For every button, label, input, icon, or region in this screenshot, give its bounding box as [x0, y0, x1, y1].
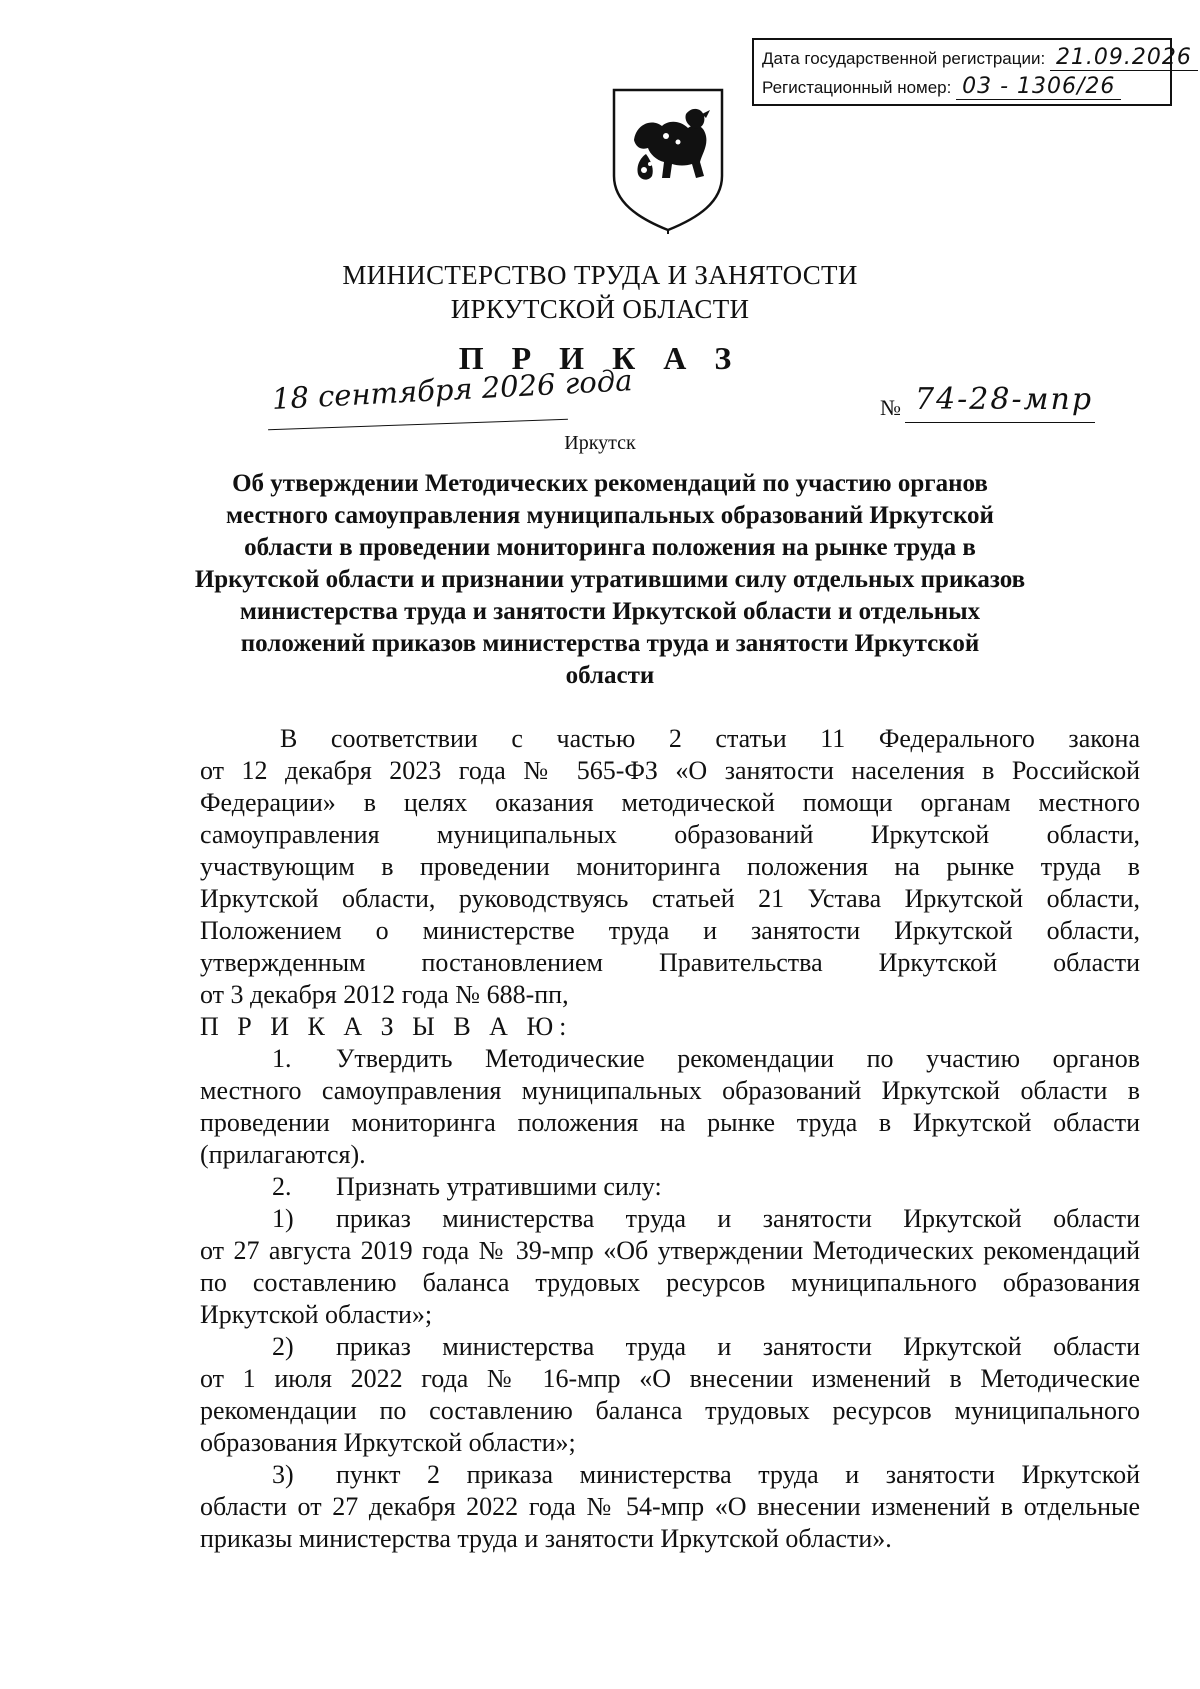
list-item: [200, 1459, 1140, 1555]
preamble-line: утвержденным постановлением Правительства Иркутской области: [200, 948, 1140, 977]
list-item: [200, 1203, 1140, 1331]
preamble-line: Федерации» в целях оказания методической помощи органам местного: [200, 788, 1140, 817]
preamble-line: от 3 декабря 2012 года № 688-пп,: [200, 980, 569, 1009]
date-underline: [268, 419, 568, 430]
list-item: [200, 1043, 1140, 1171]
heading-line: местного самоуправления муниципальных образований Иркутской: [226, 502, 994, 529]
preamble-line: Положением о министерстве труда и занятости Иркутской области,: [200, 916, 1140, 945]
heading-line: области в проведении мониторинга положения на рынке труда в: [244, 534, 976, 561]
number-underline: [905, 422, 1095, 423]
item-first-line: Утвердить Методические рекомендации по участию органов: [336, 1044, 1140, 1073]
item-first-line: приказ министерства труда и занятости Иркутской области: [336, 1204, 1140, 1233]
list-item: [200, 1331, 1140, 1459]
registration-stamp: [752, 38, 1192, 106]
heading-line: области: [565, 662, 655, 689]
item-text: от 1 июля 2022 года № 16-мпр «О внесении изменений в Методические рекомендации по составлению баланса трудовых ресурсов муниципального образования Иркутской области»;: [200, 1364, 1140, 1457]
item-text: области от 27 декабря 2022 года № 54-мпр «О внесении изменений в отдельные приказы министерства труда и занятости Иркутской области».: [200, 1492, 1140, 1553]
number-sign: №: [880, 395, 901, 420]
registration-date-row: [762, 44, 1192, 73]
item-number: 3): [272, 1460, 294, 1489]
order-heading: [150, 468, 1070, 692]
item-text: местного самоуправления муниципальных образований Иркутской области в проведении мониторинга положения на рынке труда в Иркутской области (прилагаются).: [200, 1076, 1140, 1169]
item-first-line: приказ министерства труда и занятости Иркутской области: [336, 1332, 1140, 1361]
registration-number-value: 03 - 1306/26: [956, 74, 1121, 100]
preamble-line: Иркутской области, руководствуясь статьей 21 Устава Иркутской области,: [200, 884, 1140, 913]
heading-line: положений приказов министерства труда и занятости Иркутской: [240, 630, 980, 657]
ministry-name-line1: МИНИСТЕРСТВО ТРУДА И ЗАНЯТОСТИ: [342, 260, 858, 290]
preamble-line: В соответствии с частью 2 статьи 11 Федерального закона: [280, 724, 1140, 753]
list-item: [200, 1171, 1140, 1203]
item-first-line: Признать утратившими силу:: [336, 1172, 662, 1201]
order-word: П Р И К А З Ы В А Ю:: [200, 1012, 573, 1041]
item-number: 1): [272, 1204, 294, 1233]
heading-line: Иркутской области и признании утратившими силу отдельных приказов: [194, 566, 1026, 593]
item-text: от 27 августа 2019 года № 39-мпр «Об утверждении Методических рекомендаций по составлению баланса трудовых ресурсов муниципального образования Иркутской области»;: [200, 1236, 1140, 1329]
item-number: 2): [272, 1332, 294, 1361]
item-number: 1.: [272, 1044, 292, 1073]
item-first-line: пункт 2 приказа министерства труда и занятости Иркутской: [336, 1460, 1140, 1489]
item-number: 2.: [272, 1172, 292, 1201]
heading-line: Об утверждении Методических рекомендаций по участию органов: [232, 470, 988, 497]
order-number-handwritten: 74-28-мпр: [915, 382, 1094, 417]
preamble-line: самоуправления муниципальных образований Иркутской области,: [200, 820, 1140, 849]
preamble-line: от 12 декабря 2023 года № 565-ФЗ «О занятости населения в Российской: [200, 756, 1140, 785]
order-date-handwritten: 18 сентября 2026 года: [271, 363, 634, 416]
preamble-line: участвующим в проведении мониторинга положения на рынке труда в: [200, 852, 1140, 881]
city: Иркутск: [564, 432, 636, 454]
registration-date-value: 21.09.2026: [1050, 45, 1198, 71]
order-body: [200, 723, 1140, 1555]
coat-of-arms-icon: [606, 84, 730, 234]
preamble: [200, 723, 1140, 1011]
ministry-name-line2: ИРКУТСКОЙ ОБЛАСТИ: [450, 294, 750, 324]
document-type: П Р И К А З: [458, 340, 742, 376]
registration-number-row: [762, 73, 1162, 102]
registration-number-label: Регистационный номер:: [762, 78, 952, 97]
heading-line: министерства труда и занятости Иркутской области и отдельных: [239, 598, 981, 625]
registration-date-label: Дата государственной регистрации:: [762, 49, 1046, 68]
